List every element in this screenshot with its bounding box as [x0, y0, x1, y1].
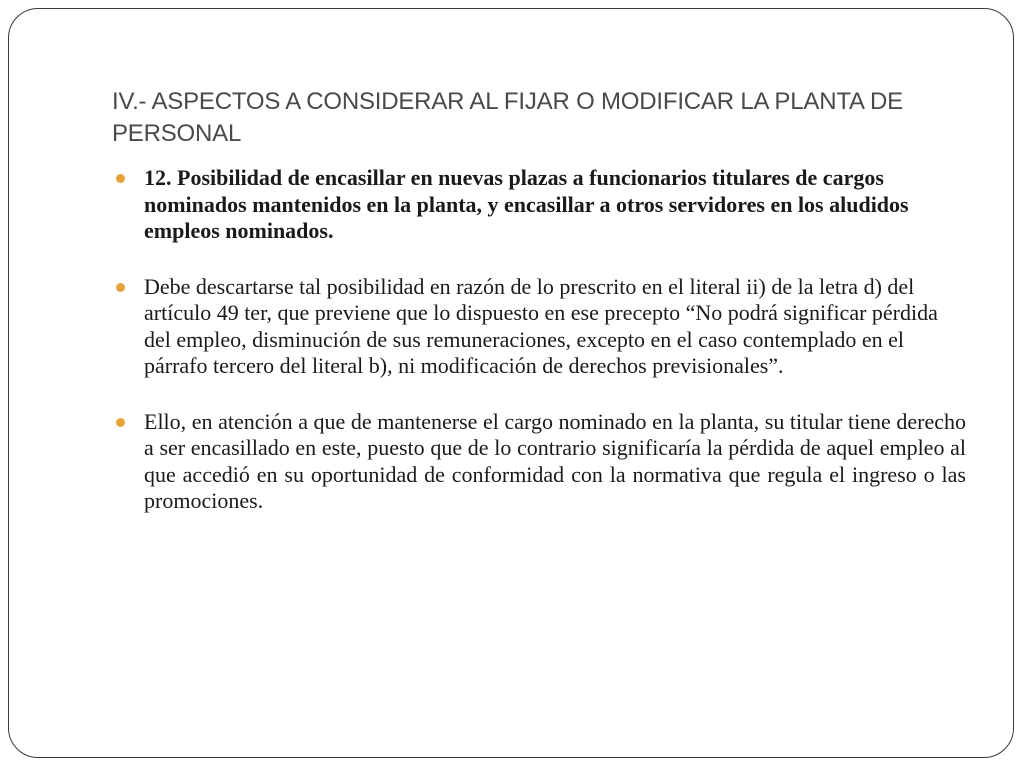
- bullet-text: Debe descartarse tal posibilidad en razón de lo prescrito en el literal ii) de la letra d) del artículo 49 ter, que previene que lo dispuesto en ese precepto “No podrá significar pérdida del empleo, disminución de sus remuneraciones, excepto en el caso contemplado en el párrafo tercero del literal b), ni modificación de derechos previsionales”.: [144, 273, 938, 378]
- bullet-item: [116, 409, 966, 515]
- bullet-text: Ello, en atención a que de mantenerse el cargo nominado en la planta, su titular tiene derecho a ser encasillado en este, puesto que de lo contrario significaría la pérdida de aquel empleo al que accedió en su oportunidad de conformidad con la normativa que regula el ingreso o las promociones.: [144, 408, 966, 513]
- slide-title: IV.- ASPECTOS A CONSIDERAR AL FIJAR O MODIFICAR LA PLANTA DE PERSONAL: [112, 88, 903, 147]
- bullet-list: [116, 165, 966, 515]
- bullet-dot-icon: [116, 283, 125, 292]
- bullet-dot-icon: [116, 174, 125, 183]
- bullet-dot-icon: [116, 418, 125, 427]
- bullet-item: [116, 274, 966, 380]
- bullet-item: [116, 165, 966, 245]
- bullet-text: 12. Posibilidad de encasillar en nuevas plazas a funcionarios titulares de cargos nominados mantenidos en la planta, y encasillar a otros servidores en los aludidos empleos nominados.: [144, 165, 909, 243]
